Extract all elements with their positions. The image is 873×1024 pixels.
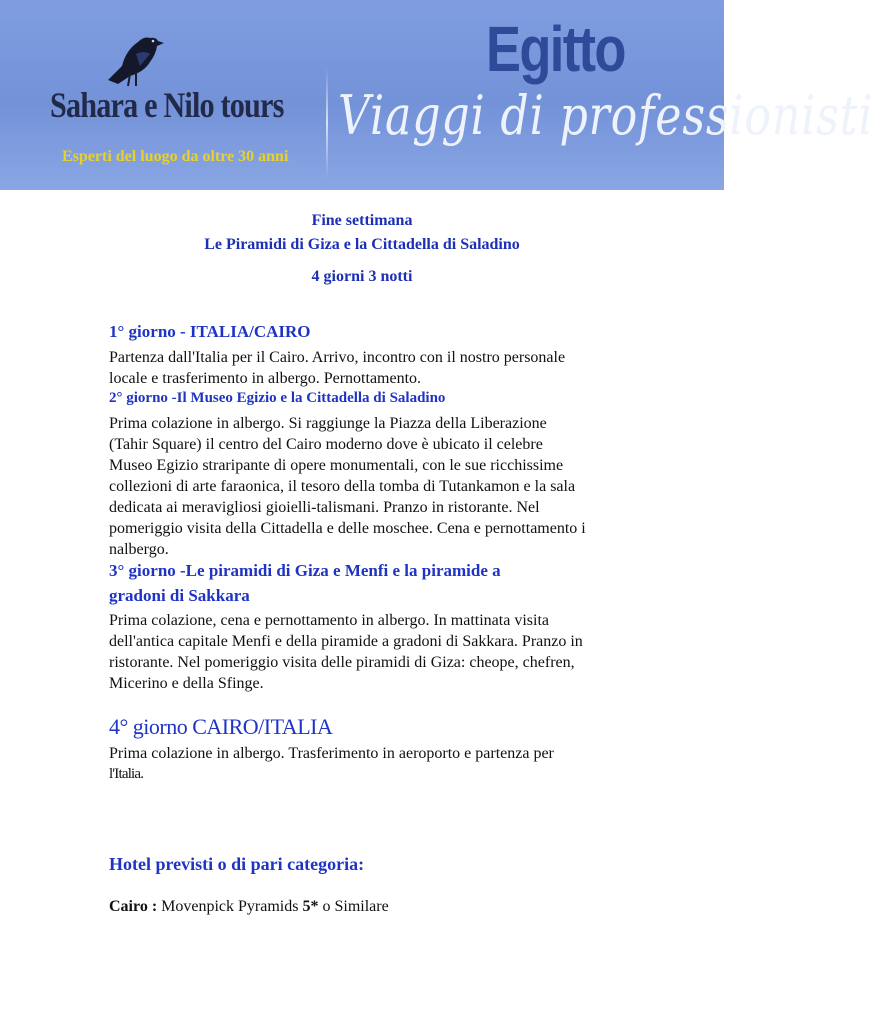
day-1-heading: 1° giorno - ITALIA/CAIRO: [109, 322, 311, 341]
banner-divider: [326, 68, 328, 178]
country-title: Egitto: [486, 13, 625, 85]
title-line-1: Fine settimana: [311, 212, 413, 229]
day-2-heading: 2° giorno -Il Museo Egizio e la Cittadella di Saladino: [109, 390, 446, 406]
hotel-city: Cairo :: [109, 898, 158, 915]
hotel-stars: 5*: [302, 898, 319, 915]
header-banner: [0, 0, 873, 190]
bird-logo-icon: [100, 28, 170, 90]
hotel-entry: [109, 898, 389, 916]
title-line-2: Le Piramidi di Giza e la Cittadella di Saladino: [204, 236, 520, 253]
day-2-text: Prima colazione in albergo. Si raggiunge la Piazza della Liberazione (Tahir Square) il centro del Cairo moderno dove è ubicato il celebre Museo Egizio straripante di opere monumentali, con le sue ricchissime collezioni di arte faraonica, il tesoro della tomba di Tutankamon e la sala dedicata ai meravigliosi gioielli-talismani. Pranzo in ristorante. Nel pomeriggio visita della Cittadella e delle moschee. Cena e pernottamento i nalbergo.: [109, 415, 586, 558]
trip-duration: 4 giorni 3 notti: [311, 268, 413, 285]
day-3-heading-line-1: 3° giorno -Le piramidi di Giza e Menfi e la piramide a: [109, 561, 501, 580]
day-1-text: Partenza dall'Italia per il Cairo. Arrivo, incontro con il nostro personale locale e trasferimento in albergo. Pernottamento.: [109, 349, 566, 387]
hotel-suffix: o Similare: [322, 898, 389, 915]
hotels-heading: Hotel previsti o di pari categoria:: [109, 854, 365, 874]
brand-tagline: Esperti del luogo da oltre 30 anni: [62, 148, 289, 165]
day-3-heading-line-2: gradoni di Sakkara: [109, 586, 250, 605]
day-4-text: Prima colazione in albergo. Trasferimento in aeroporto e partenza per l'Italia.: [109, 745, 554, 782]
slogan: Viaggi di professionisti: [338, 84, 873, 147]
day-3-text: Prima colazione, cena e pernottamento in albergo. In mattinata visita dell'antica capitale Menfi e della piramide a gradoni di Sakkara. Pranzo in ristorante. Nel pomeriggio visita delle piramidi di Giza: cheope, chefren, Micerino e della Sfinge.: [109, 612, 583, 692]
hotel-name: Movenpick Pyramids: [161, 898, 299, 915]
day-4-heading: 4° giorno CAIRO/ITALIA: [109, 714, 333, 739]
brand-name: Sahara e Nilo tours: [50, 85, 284, 125]
